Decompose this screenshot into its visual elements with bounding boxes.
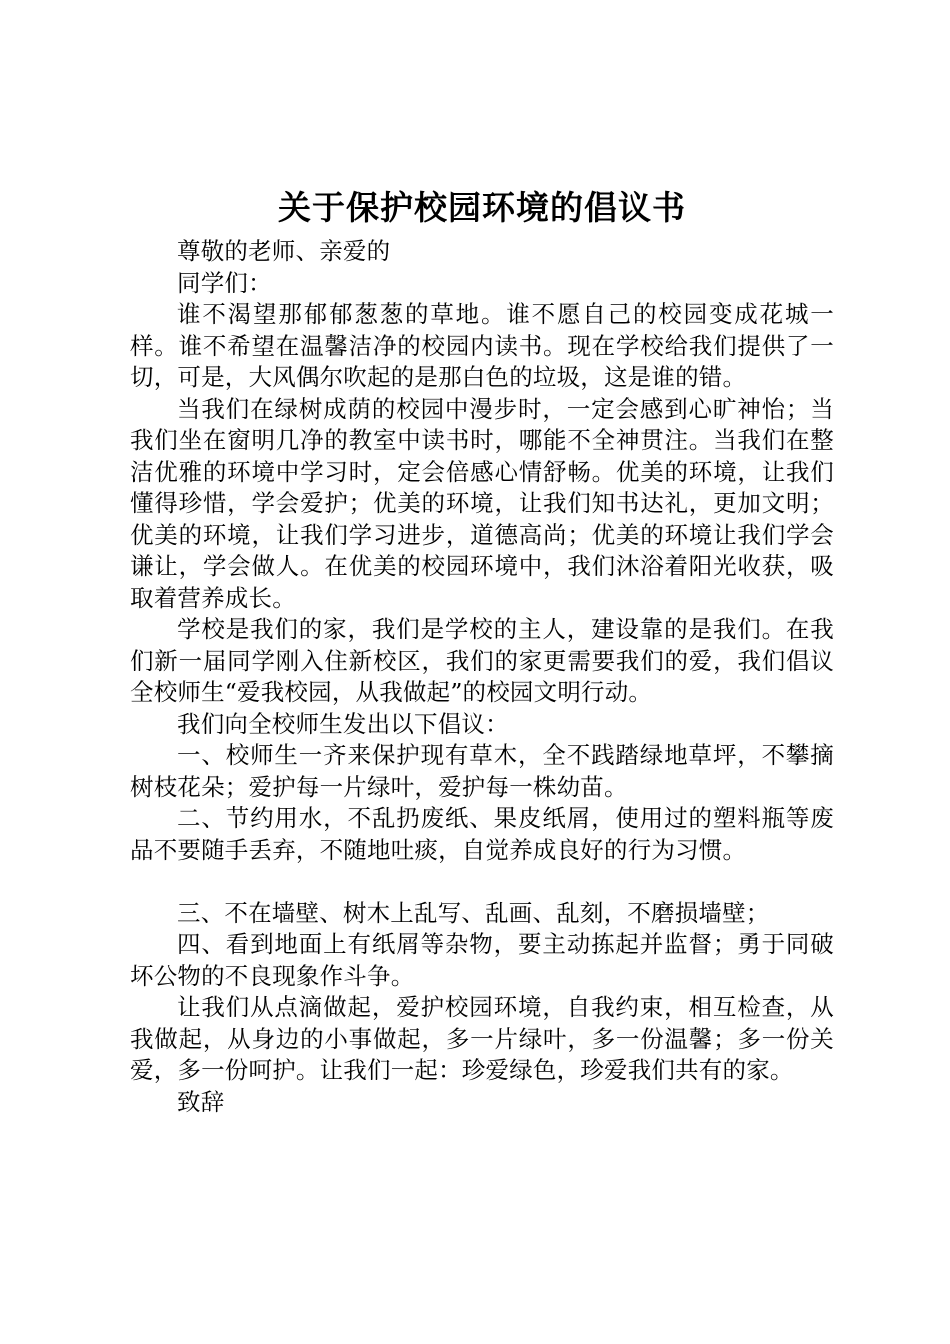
body-paragraph: 谁不渴望那郁郁葱葱的草地。谁不愿自己的校园变成花城一样。谁不希望在温馨洁净的校园内读书。现在学校给我们提供了一切，可是，大风偶尔吹起的是那白色的垃圾，这是谁的错。 [130, 300, 834, 391]
body-paragraph: 学校是我们的家，我们是学校的主人，建设靠的是我们。在我们新一届同学刚入住新校区，我们的家更需要我们的爱，我们倡议全校师生“爱我校园，从我做起”的校园文明行动。 [130, 615, 834, 706]
proposal-item: 二、节约用水，不乱扔废纸、果皮纸屑，使用过的塑料瓶等废品不要随手丢弃，不随地吐痰，自觉养成良好的行为习惯。 [130, 804, 834, 864]
body-paragraph: 当我们在绿树成荫的校园中漫步时，一定会感到心旷神怡；当我们坐在窗明几净的教室中读书时，哪能不全神贯注。当我们在整洁优雅的环境中学习时，定会倍感心情舒畅。优美的环境，让我们懂得珍惜，学会爱护；优美的环境，让我们知书达礼，更加文明；优美的环境，让我们学习进步，道德高尚；优美的环境让我们学会谦让，学会做人。在优美的校园环境中，我们沐浴着阳光收获，吸取着营养成长。 [130, 394, 834, 612]
proposal-intro: 我们向全校师生发出以下倡议： [177, 709, 509, 738]
closing-line: 致辞 [177, 1087, 225, 1116]
proposal-item: 四、看到地面上有纸屑等杂物，要主动拣起并监督；勇于同破坏公物的不良现象作斗争。 [130, 930, 834, 990]
salutation-line-2: 同学们： [177, 268, 272, 297]
body-paragraph: 让我们从点滴做起，爱护校园环境，自我约束，相互检查，从我做起，从身边的小事做起，多一片绿叶，多一份温馨；多一份关爱，多一份呵护。让我们一起：珍爱绿色，珍爱我们共有的家。 [130, 993, 834, 1084]
document-title: 关于保护校园环境的倡议书 [278, 188, 686, 227]
document-page [130, 180, 834, 1118]
blank-line [130, 866, 834, 898]
salutation-line-1: 尊敬的老师、亲爱的 [177, 237, 391, 265]
proposal-item: 一、校师生一齐来保护现有草木，全不践踏绿地草坪，不攀摘树枝花朵；爱护每一片绿叶，爱护每一株幼苗。 [130, 741, 834, 801]
proposal-item: 三、不在墙壁、树木上乱写、乱画、乱刻，不磨损墙壁； [177, 898, 770, 927]
